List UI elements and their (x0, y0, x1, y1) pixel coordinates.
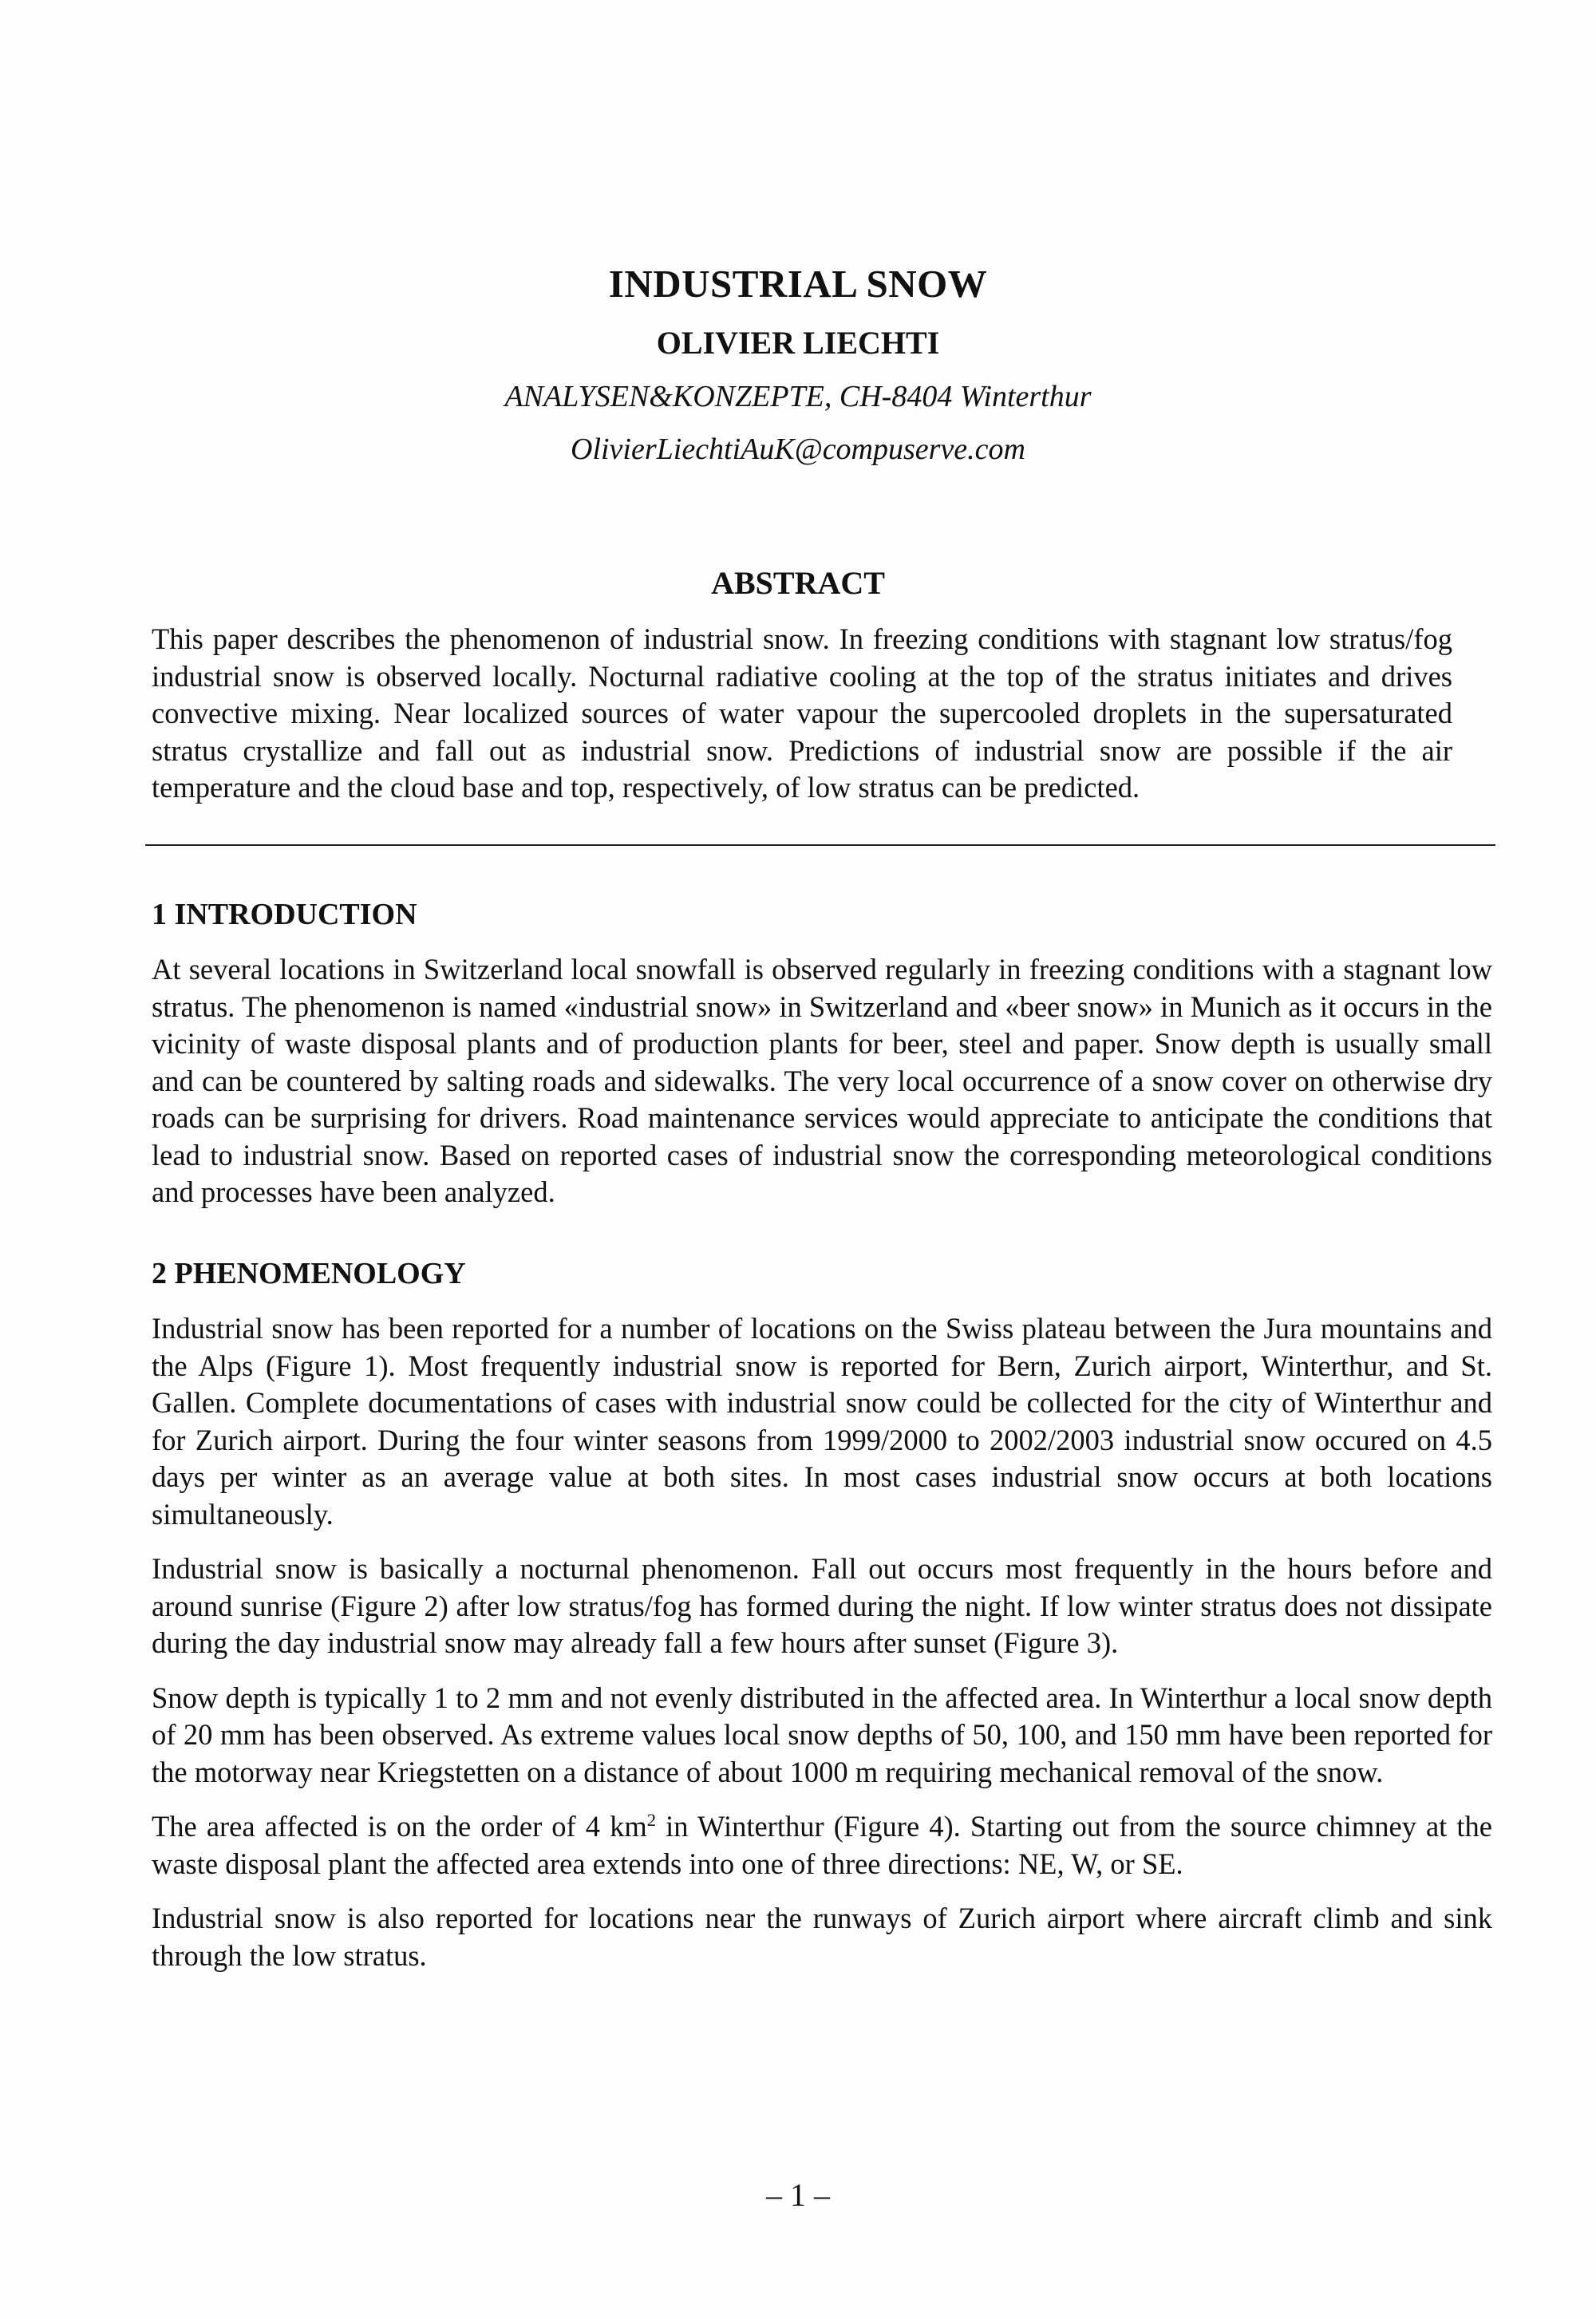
author-affiliation: ANALYSEN&KONZEPTE, CH-8404 Winterthur (504, 380, 1092, 413)
superscript: 2 (646, 1809, 657, 1830)
author-email: OlivierLiechtiAuK@compuserve.com (571, 433, 1025, 466)
section-heading: 2 PHENOMENOLOGY (152, 1257, 466, 1290)
section-phenomenology (152, 1254, 1492, 1992)
paragraph: Snow depth is typically 1 to 2 mm and not evenly distributed in the affected area. In Winterthur a local snow depth of 20 mm has been observed. As extreme values local snow depths of 50, 100, and 150 mm have been reported for the motorway near Kriegstetten on a distance of about 1000 m requiring mechanical removal of the snow. (152, 1681, 1492, 1788)
abstract-heading: ABSTRACT (711, 565, 885, 601)
paper-title: INDUSTRIAL SNOW (608, 262, 988, 306)
page-number: – 1 – (766, 2177, 830, 2213)
paragraph-text: in Winterthur (Figure 4). Starting out from the source chimney at the waste disposal plant the affected area extends into one of three directions: NE, W, or SE. (152, 1810, 1492, 1880)
section-divider (145, 844, 1495, 846)
paragraph-area-affected (152, 1808, 1492, 1882)
title-block (0, 259, 1596, 468)
author-name: OLIVIER LIECHTI (656, 325, 940, 361)
paragraph: Industrial snow is also reported for locations near the runways of Zurich airport where aircraft climb and sink through the low stratus. (152, 1902, 1492, 1972)
paragraph: At several locations in Switzerland local snowfall is observed regularly in freezing conditions with a stagnant low stratus. The phenomenon is named «industrial snow» in Switzerland and «beer snow» in Munich as it occurs in the vicinity of waste disposal plants and of production plants for beer, steel and paper. Snow depth is usually small and can be countered by salting roads and sidewalks. The very local occurrence of a snow cover on otherwise dry roads can be surprising for drivers. Road maintenance services would appreciate to anticipate the conditions that lead to industrial snow. Based on reported cases of industrial snow the corresponding meteorological conditions and processes have been analyzed. (152, 953, 1492, 1208)
paragraph: Industrial snow has been reported for a number of locations on the Swiss plateau between the Jura mountains and the Alps (Figure 1). Most frequently industrial snow is reported for Bern, Zurich airport, Winterthur, and St. Gallen. Complete documentations of cases with industrial snow could be collected for the city of Winterthur and for Zurich airport. During the four winter seasons from 1999/2000 to 2002/2003 industrial snow occured on 4.5 days per winter as an average value at both sites. In most cases industrial snow occurs at both locations simultaneously. (152, 1312, 1492, 1531)
abstract-text: This paper describes the phenomenon of industrial snow. In freezing conditions with stagnant low stratus/fog industrial snow is observed locally. Nocturnal radiative cooling at the top of the stratus initiates and drives convective mixing. Near localized sources of water vapour the supercooled droplets in the supersaturated stratus crystallize and fall out as industrial snow. Predictions of industrial snow are possible if the air temperature and the cloud base and top, respectively, of low stratus can be predicted. (152, 622, 1452, 804)
section-heading: 1 INTRODUCTION (152, 898, 417, 931)
section-introduction (152, 895, 1492, 1229)
paragraph: Industrial snow is basically a nocturnal phenomenon. Fall out occurs most frequently in the hours before and around sunrise (Figure 2) after low stratus/fog has formed during the night. If low winter stratus does not dissipate during the day industrial snow may already fall a few hours after sunset (Figure 3). (152, 1552, 1492, 1659)
paragraph-text: The area affected is on the order of 4 km (152, 1810, 647, 1843)
